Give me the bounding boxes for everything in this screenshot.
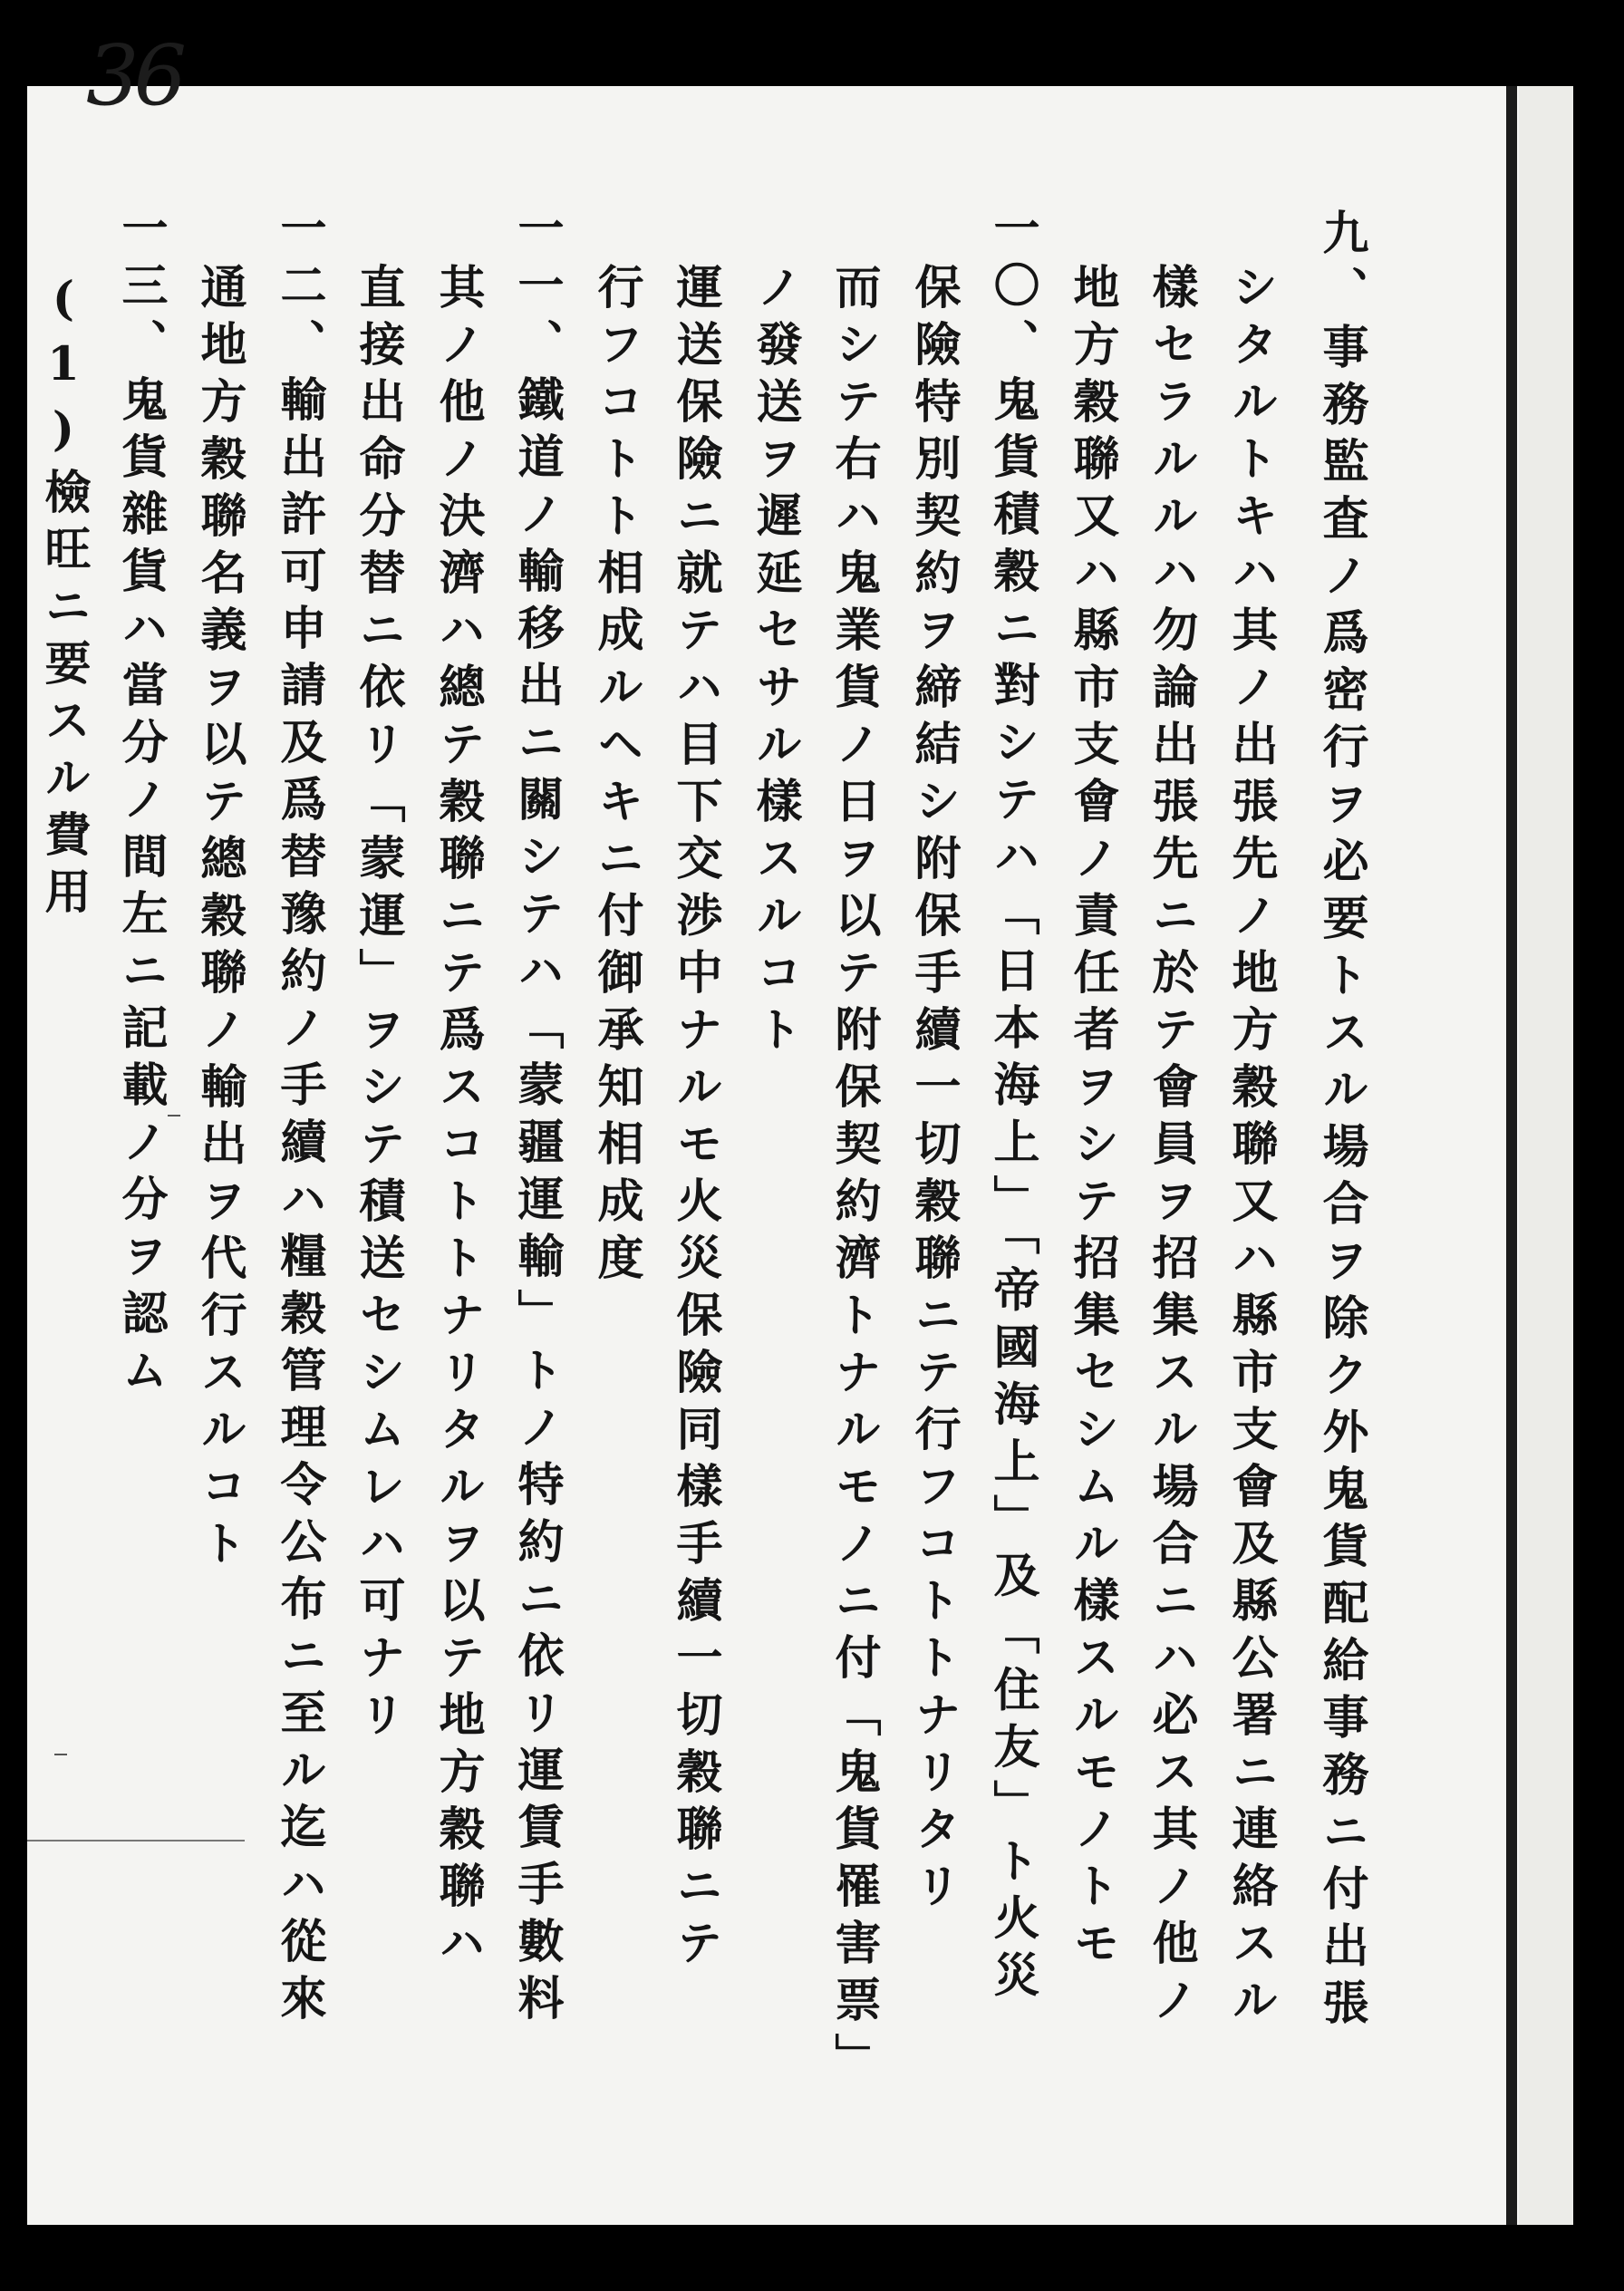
page-number: 36: [86, 27, 182, 124]
text-column-16: 一三、鬼貨雜貨ハ當分ノ間左ニ記載ノ分ヲ認ム: [113, 204, 168, 1403]
page-edge-shadow: [1506, 86, 1517, 2225]
text-column-13: 直接出命分替ニ依リ「蒙運」ヲシテ積送セシムレハ可ナリ: [351, 263, 405, 1747]
text-column-1: 九、事務監査ノ爲密行ヲ必要トスル場合ヲ除ク外鬼貨配給事務ニ付出張: [1314, 208, 1368, 2035]
text-column-5: 一〇、鬼貨積穀ニ對シテハ「日本海上」「帝國海上」及「住友」ト火災: [985, 204, 1039, 2008]
text-column-14: 一二、輸出許可申請及爲替豫約ノ手續ハ糧穀管理令公布ニ至ル迄ハ從來: [272, 204, 326, 2031]
text-column-6: 保險特別契約ヲ締結シ附保手續一切穀聯ニテ行フコトトナリタリ: [906, 263, 961, 1919]
text-column-3: 樣セラルルハ勿論出張先ニ於テ會員ヲ招集スル場合ニハ必ス其ノ他ノ: [1144, 263, 1198, 2033]
text-column-4: 地方穀聯又ハ縣市支會ノ責任者ヲシテ招集セシムル樣スルモノトモ: [1065, 263, 1119, 1976]
text-column-15: 通地方穀聯名義ヲ以テ總穀聯ノ輸出ヲ代行スルコト: [192, 263, 246, 1576]
text-column-7: 而シテ右ハ鬼業貨ノ日ヲ以テ附保契約濟トナルモノニ付「鬼貨罹害票」: [826, 263, 881, 2090]
text-column-10: 行フコトト相成ルヘキニ付御承知相成度: [589, 263, 643, 1290]
text-column-17: (1)檢旺ニ要スル費用: [36, 272, 91, 924]
text-column-12: 其ノ他ノ決濟ハ總テ穀聯ニテ爲スコトトナリタルヲ以テ地方穀聯ハ: [430, 263, 485, 1976]
margin-mark: [54, 1754, 67, 1755]
page-edge-margin: [1519, 86, 1573, 2225]
text-column-8: ノ發送ヲ遲延セサル樣スルコト: [748, 263, 802, 1062]
footnote-rule: [27, 1840, 245, 1842]
text-column-11: 一一、鐵道ノ輸移出ニ關シテハ「蒙疆運輸」トノ特約ニ依リ運賃手數料: [509, 204, 564, 2031]
text-column-2: シタルトキハ其ノ出張先ノ地方穀聯又ハ縣市支會及縣公署ニ連絡スル: [1223, 263, 1278, 2033]
margin-mark: [168, 1115, 180, 1116]
text-column-9: 運送保險ニ就テハ目下交渉中ナルモ火災保險同樣手續一切穀聯ニテ: [668, 263, 722, 1976]
